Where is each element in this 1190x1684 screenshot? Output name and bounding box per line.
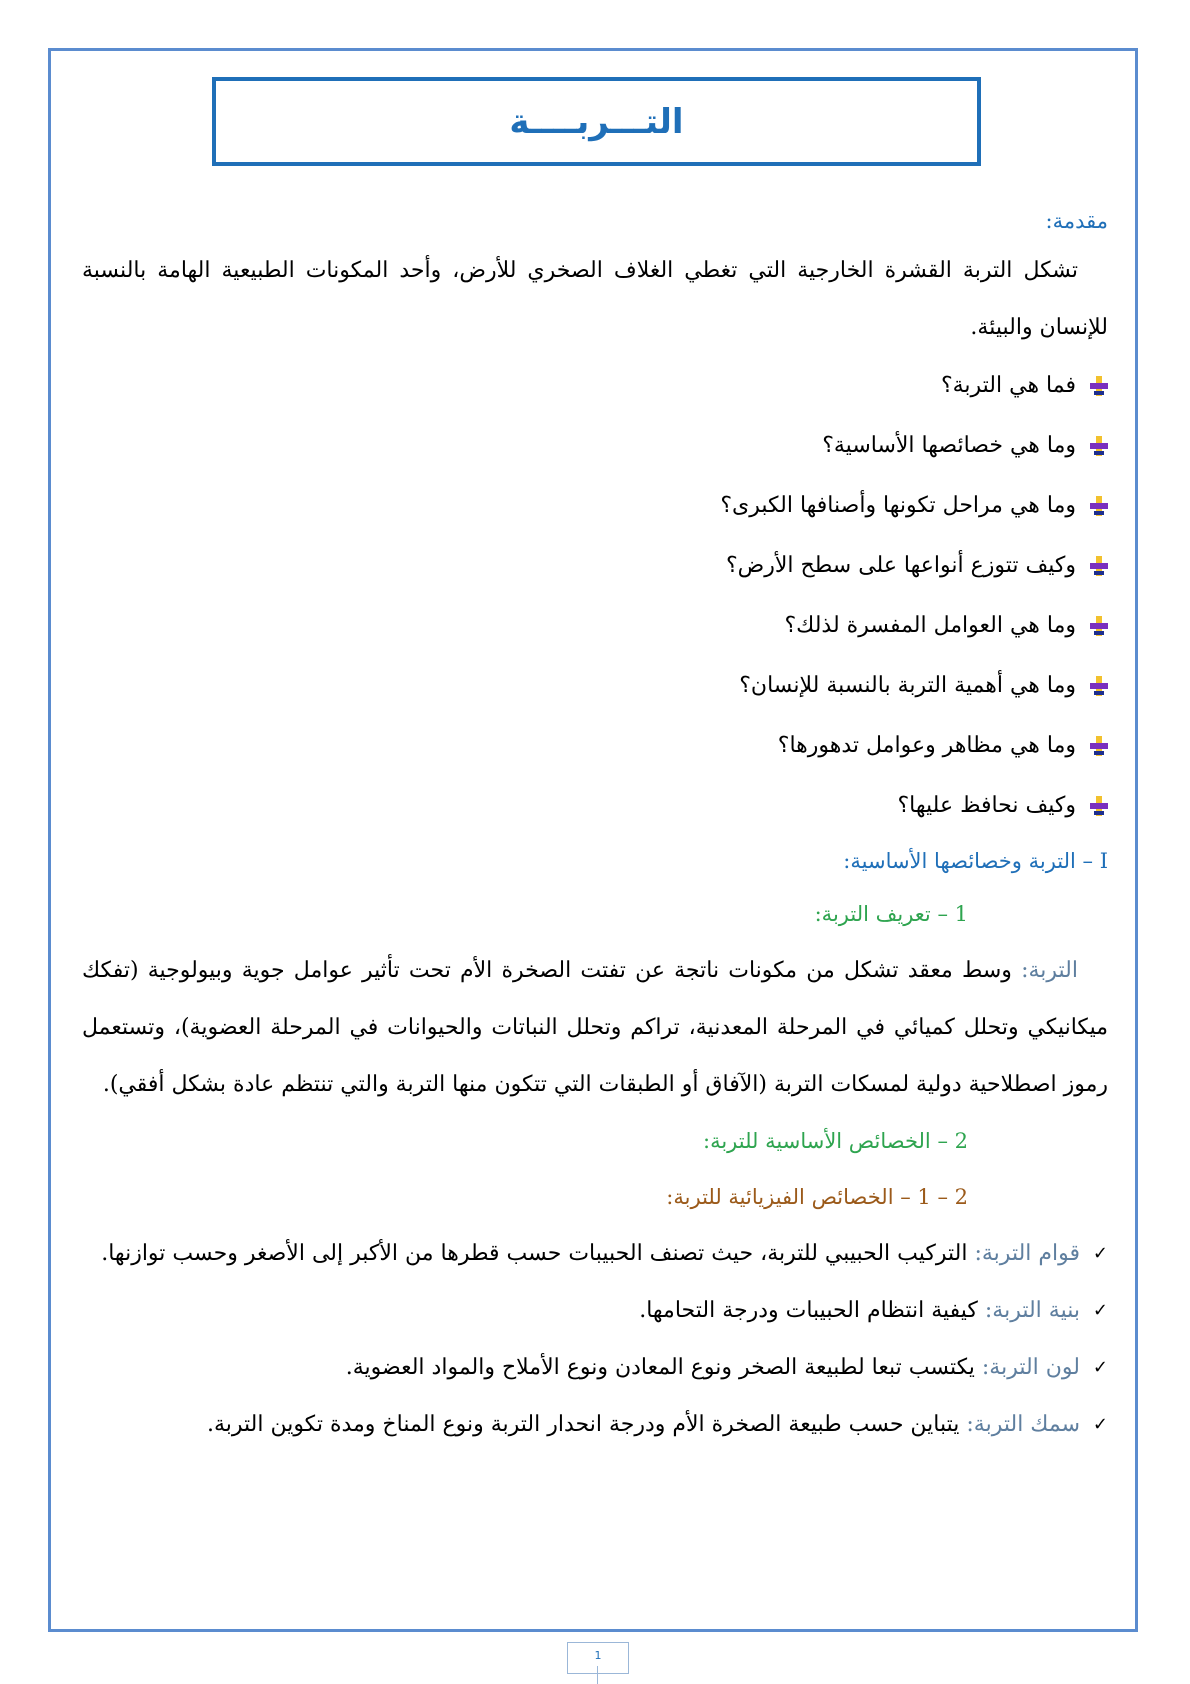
bullet-icon [1090,675,1108,697]
property-label: قوام التربة: [974,1241,1080,1266]
bullet-icon [1090,735,1108,757]
checkmark-icon: ✓ [1092,1243,1108,1264]
property-text: يتباين حسب طبيعة الصخرة الأم ودرجة انحدار التربة ونوع المناخ ومدة تكوين التربة. [206,1412,967,1437]
bullet-icon [1090,495,1108,517]
list-item [82,1225,1108,1282]
bullet-icon [1090,795,1108,817]
bullet-icon [1090,435,1108,457]
intro-heading: مقدمة: [1045,209,1108,233]
properties-list [82,1225,1108,1453]
checkmark-icon: ✓ [1092,1414,1108,1435]
checkmark-icon: ✓ [1092,1300,1108,1321]
definition-text: وسط معقد تشكل من مكونات ناتجة عن تفتت الصخرة الأم تحت تأثير عوامل جوية وبيولوجية (تفكك ميكانيكي وتحلل كميائي في المرحلة المعدنية، تراكم وتحلل النباتات والحيوانات في المرحلة العضوية)، وتستعمل رموز اصطلاحية دولية لمسكات التربة (الآفاق أو الطبقات التي تتكون منها التربة والتي تنتظم عادة بشكل أفقي). [82,958,1108,1097]
list-item: وكيف نحافظ عليها؟ [82,776,1108,836]
page-number: 1 [567,1642,629,1674]
list-item: وما هي أهمية التربة بالنسبة للإنسان؟ [82,656,1108,716]
page-number-connector [597,1666,598,1684]
list-item: وكيف تتوزع أنواعها على سطح الأرض؟ [82,536,1108,596]
property-text: كيفية انتظام الحبيبات ودرجة التحامها. [639,1298,985,1323]
questions-list [82,356,1108,836]
definition-label: التربة: [1021,958,1078,983]
section-heading: I – التربة وخصائصها الأساسية: [843,849,1108,873]
list-item: وما هي العوامل المفسرة لذلك؟ [82,596,1108,656]
subsection-heading-physical: 2 – 1 – الخصائص الفيزيائية للتربة: [666,1185,968,1209]
list-item [82,1282,1108,1339]
bullet-icon [1090,615,1108,637]
list-item: وما هي مراحل تكونها وأصنافها الكبرى؟ [82,476,1108,536]
property-label: سمك التربة: [966,1412,1080,1437]
property-label: بنية التربة: [984,1298,1080,1323]
definition-paragraph [82,942,1108,1113]
property-text: التركيب الحبيبي للتربة، حيث تصنف الحبيبات حسب قطرها من الأكبر إلى الأصغر وحسب توازنها. [101,1241,975,1266]
list-item: وما هي مظاهر وعوامل تدهورها؟ [82,716,1108,776]
bullet-icon [1090,555,1108,577]
title-box [212,77,981,166]
checkmark-icon: ✓ [1092,1357,1108,1378]
intro-paragraph: تشكل التربة القشرة الخارجية التي تغطي الغلاف الصخري للأرض، وأحد المكونات الطبيعية الهامة بالنسبة للإنسان والبيئة. [82,258,1108,340]
document-body [82,200,1108,1453]
page-title: التـــربــــة [509,101,684,142]
list-item: فما هي التربة؟ [82,356,1108,416]
list-item [82,1339,1108,1396]
list-item [82,1396,1108,1453]
list-item: وما هي خصائصها الأساسية؟ [82,416,1108,476]
property-text: يكتسب تبعا لطبيعة الصخر ونوع المعادن ونوع الأملاح والمواد العضوية. [345,1355,982,1380]
subsection-heading-definition: 1 – تعريف التربة: [814,902,968,926]
subsection-heading-properties: 2 – الخصائص الأساسية للتربة: [703,1129,968,1153]
property-label: لون التربة: [981,1355,1080,1380]
bullet-icon [1090,375,1108,397]
